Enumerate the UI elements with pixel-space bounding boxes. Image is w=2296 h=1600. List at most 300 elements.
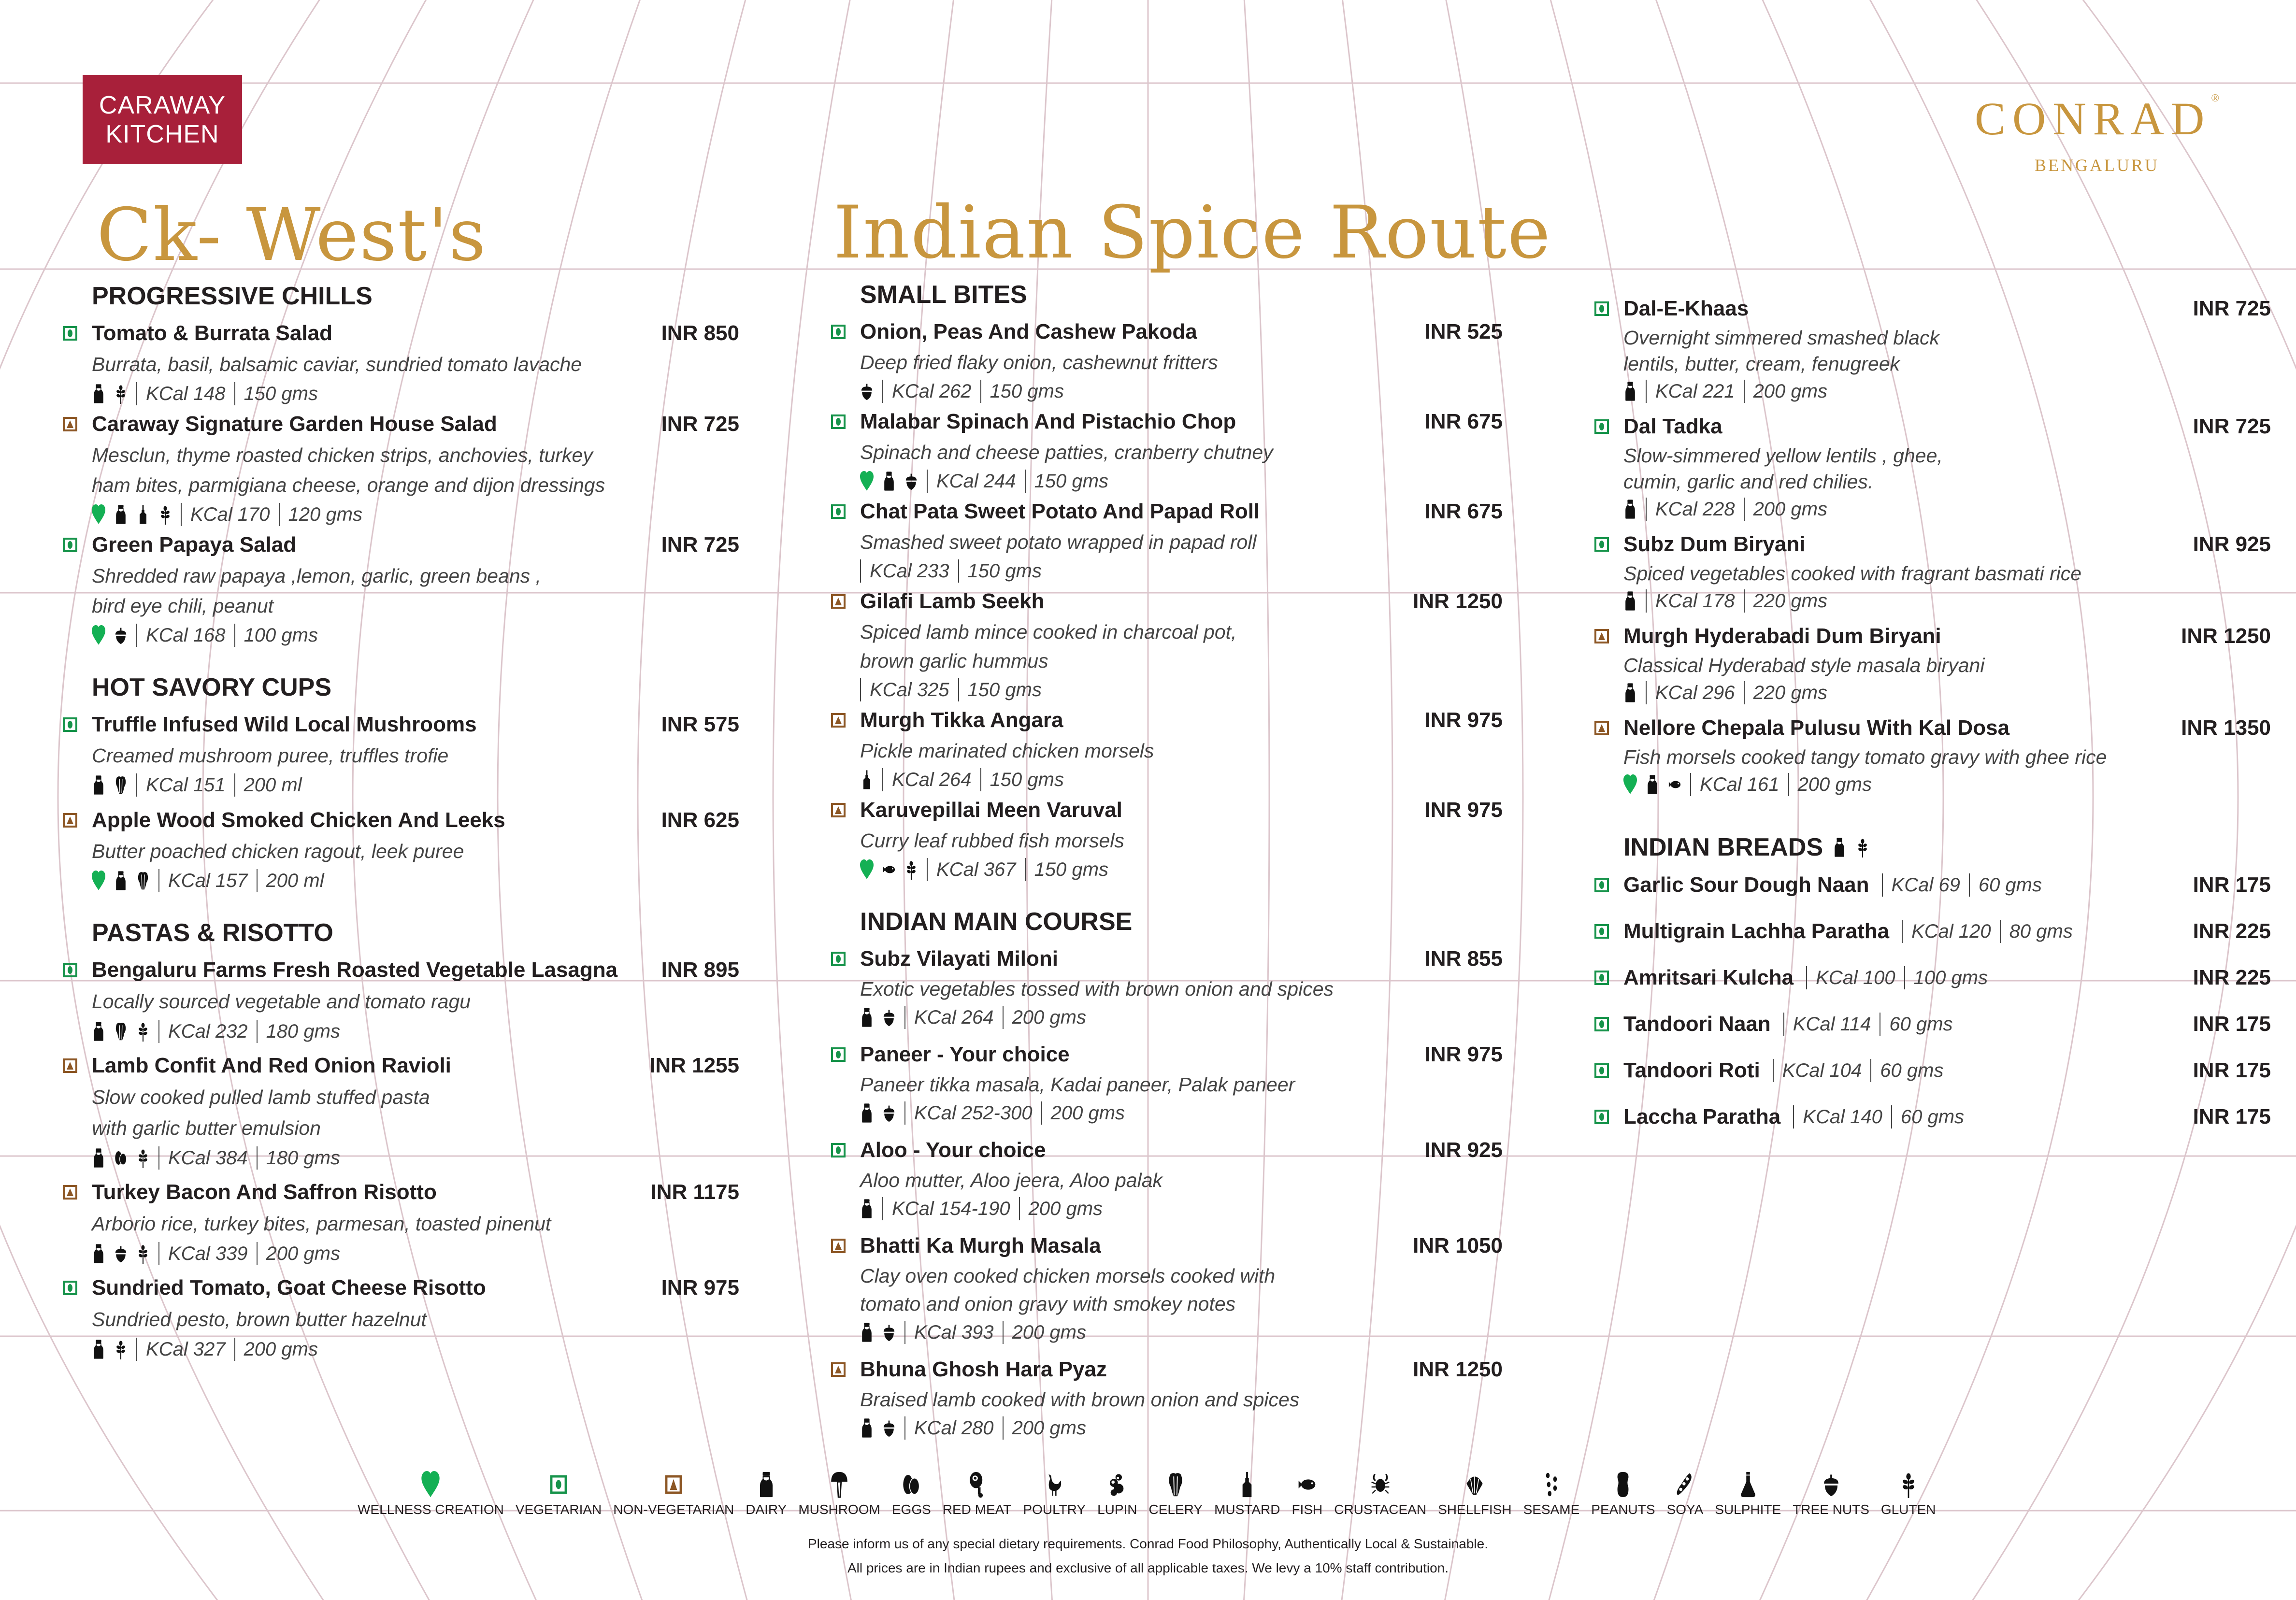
tree-nuts-icon <box>860 381 874 402</box>
menu-item-description: Overnight simmered smashed black <box>1623 327 1939 349</box>
menu-item[interactable] <box>92 804 739 895</box>
menu-item[interactable] <box>1623 411 2271 524</box>
menu-item-price: INR 975 <box>661 1276 739 1300</box>
vegetarian-icon <box>63 963 77 977</box>
menu-item[interactable] <box>1623 712 2271 799</box>
divider <box>1744 380 1745 403</box>
kcal-value: KCal 252-300 <box>914 1102 1033 1124</box>
menu-item-price: INR 1175 <box>650 1180 739 1204</box>
menu-item-price: INR 625 <box>661 808 739 832</box>
menu-item-header <box>1623 293 2271 325</box>
menu-item-name: Sundried Tomato, Goat Cheese Risotto <box>92 1276 486 1300</box>
section-title: INDIAN BREADS <box>1623 833 1823 861</box>
menu-item-nutrition <box>1623 586 2271 615</box>
vegetarian-icon <box>63 326 77 341</box>
menu-item-description: Classical Hyderabad style masala biryani <box>1623 654 1985 676</box>
section-title: HOT SAVORY CUPS <box>92 673 332 701</box>
menu-item-nutrition <box>860 377 1503 406</box>
kcal-value: KCal 104 <box>1782 1059 1862 1081</box>
menu-item-header <box>1623 712 2271 744</box>
menu-item-name: Subz Dum Biryani <box>1623 532 1806 556</box>
divider <box>136 624 137 647</box>
legend-label: PEANUTS <box>1591 1502 1655 1517</box>
divider <box>1891 1105 1892 1129</box>
dairy-icon <box>1646 774 1659 795</box>
menu-item-description: Slow-simmered yellow lentils , ghee, <box>1623 444 1943 467</box>
divider <box>904 1416 905 1440</box>
menu-item-header <box>92 954 739 986</box>
vegetarian-icon <box>1594 537 1609 552</box>
divider <box>234 1338 235 1361</box>
divider <box>882 380 883 403</box>
celery-icon <box>114 1021 128 1042</box>
vegetarian-icon <box>1594 301 1609 316</box>
menu-item-nutrition <box>860 765 1503 794</box>
divider <box>860 559 861 583</box>
wellness-icon <box>421 1471 440 1498</box>
divider <box>158 1146 159 1170</box>
vegetarian-icon <box>831 1047 846 1062</box>
non-vegetarian-icon <box>1594 721 1609 735</box>
divider <box>257 869 258 892</box>
mustard-icon <box>136 504 150 525</box>
vegetarian-icon <box>63 1281 77 1295</box>
menu-item-name: Gilafi Lamb Seekh <box>860 589 1045 613</box>
weight-value: 150 gms <box>1034 858 1108 880</box>
gluten-icon <box>904 859 918 880</box>
menu-item-header <box>92 709 739 741</box>
kcal-value: KCal 161 <box>1700 773 1779 795</box>
menu-item-header <box>92 1272 739 1304</box>
divider <box>234 624 235 647</box>
menu-item[interactable] <box>1623 529 2271 615</box>
legend-label: SESAME <box>1523 1502 1580 1517</box>
divider <box>1788 773 1789 796</box>
section-indian-breads <box>1623 833 2271 1140</box>
kcal-value: KCal 325 <box>870 679 949 700</box>
divider <box>158 1242 159 1265</box>
celery-icon <box>1166 1471 1185 1498</box>
mushroom-icon <box>830 1471 849 1498</box>
legend-item-dairy <box>746 1471 787 1517</box>
menu-item[interactable] <box>860 1230 1503 1347</box>
non-vegetarian-icon <box>831 803 846 817</box>
menu-item[interactable] <box>860 943 1503 1032</box>
kcal-value: KCal 327 <box>146 1338 226 1360</box>
menu-item-nutrition <box>1773 1059 1944 1082</box>
menu-item-price: INR 675 <box>1424 410 1503 433</box>
menu-item-header <box>92 1176 739 1208</box>
menu-item-header <box>92 529 739 561</box>
weight-value: 200 gms <box>1012 1417 1086 1439</box>
menu-item-price: INR 675 <box>1424 500 1503 523</box>
legend-label: SHELLFISH <box>1438 1502 1512 1517</box>
legend-item-sulphite <box>1715 1471 1781 1517</box>
legend-label: EGGS <box>891 1502 931 1517</box>
indian-menu-title: Indian Spice Route <box>833 191 1551 275</box>
menu-item[interactable] <box>860 496 1503 586</box>
menu-item-price: INR 850 <box>661 321 739 345</box>
dairy-icon <box>92 1243 105 1264</box>
tree-nuts-icon <box>882 1322 896 1343</box>
menu-item-description: Locally sourced vegetable and tomato ragu <box>92 990 471 1013</box>
menu-item-description: brown garlic hummus <box>860 650 1048 672</box>
nonveg-icon <box>664 1471 683 1498</box>
wellness-icon <box>92 625 105 646</box>
menu-item-price: INR 1050 <box>1413 1234 1503 1257</box>
divider <box>1902 920 1903 943</box>
divider <box>136 1338 137 1361</box>
divider <box>136 382 137 405</box>
gluten-icon <box>136 1021 150 1042</box>
menu-item[interactable] <box>1623 620 2271 707</box>
legend-item-tree-nuts <box>1793 1471 1869 1517</box>
divider <box>1744 681 1745 704</box>
menu-item-price: INR 975 <box>1424 708 1503 732</box>
menu-item-price: INR 1250 <box>1413 1357 1503 1381</box>
weight-value: 200 gms <box>1797 773 1872 795</box>
menu-item-nutrition <box>92 1335 739 1364</box>
kcal-value: KCal 296 <box>1655 682 1735 703</box>
menu-item[interactable] <box>92 1176 739 1268</box>
menu-item-header <box>860 794 1503 826</box>
menu-item-description: Aloo mutter, Aloo jeera, Aloo palak <box>860 1169 1162 1191</box>
weight-value: 220 gms <box>1753 590 1827 612</box>
menu-item-name: Onion, Peas And Cashew Pakoda <box>860 320 1197 343</box>
menu-item-nutrition <box>860 1414 1503 1443</box>
menu-item-description: Pickle marinated chicken morsels <box>860 740 1154 762</box>
menu-item-header <box>1623 411 2271 443</box>
menu-item-name: Chat Pata Sweet Potato And Papad Roll <box>860 500 1260 523</box>
kcal-value: KCal 264 <box>914 1006 994 1028</box>
vegetarian-icon <box>63 538 77 552</box>
divider <box>1041 1101 1042 1125</box>
menu-item-price: INR 725 <box>661 412 739 436</box>
kcal-value: KCal 170 <box>190 503 270 525</box>
menu-item-name: Bengaluru Farms Fresh Roasted Vegetable Lasagna <box>92 958 618 982</box>
divider <box>257 1242 258 1265</box>
menu-item-nutrition <box>1902 920 2073 943</box>
wellness-icon <box>860 471 874 492</box>
legend-item-poultry <box>1023 1471 1086 1517</box>
menu-item-nutrition <box>1783 1013 1953 1036</box>
dairy-icon <box>1623 381 1637 402</box>
legend-label: FISH <box>1292 1502 1323 1517</box>
section-small-bites <box>860 276 1503 884</box>
menu-item-name: Laccha Paratha <box>1623 1105 1781 1129</box>
hotel-name: CONRAD <box>1974 93 2211 144</box>
legend-label: DAIRY <box>746 1502 787 1517</box>
divider <box>1003 1321 1004 1344</box>
legend-label: RED MEAT <box>942 1502 1012 1517</box>
hotel-city: BENGALURU <box>2035 156 2159 175</box>
divider <box>1882 873 1883 897</box>
menu-item[interactable] <box>860 586 1503 704</box>
gluten-icon <box>114 1339 128 1360</box>
kcal-value: KCal 228 <box>1655 498 1735 520</box>
legend-item-red-meat <box>943 1471 1012 1517</box>
menu-item-name: Turkey Bacon And Saffron Risotto <box>92 1180 437 1204</box>
divider <box>158 869 159 892</box>
menu-item-nutrition <box>860 855 1503 884</box>
dairy-icon <box>882 471 896 492</box>
kcal-value: KCal 100 <box>1816 967 1895 988</box>
vegetarian-icon <box>1594 971 1609 985</box>
legend-label: NON-VEGETARIAN <box>613 1502 734 1517</box>
menu-item-price: INR 725 <box>2193 414 2271 438</box>
caraway-kitchen-logo <box>83 75 242 164</box>
menu-item[interactable] <box>92 317 739 408</box>
kcal-value: KCal 168 <box>146 624 226 646</box>
menu-item[interactable] <box>860 1134 1503 1223</box>
divider <box>1773 1059 1774 1082</box>
menu-item-price: INR 525 <box>1424 320 1503 343</box>
non-vegetarian-icon <box>831 1239 846 1253</box>
bread-item[interactable] <box>1623 955 2271 1001</box>
menu-item[interactable] <box>92 1050 739 1172</box>
menu-item-header <box>860 586 1503 617</box>
legend-label: SOYA <box>1666 1502 1704 1517</box>
divider <box>1003 1006 1004 1029</box>
dairy-icon <box>860 1322 874 1343</box>
weight-value: 200 ml <box>244 774 302 796</box>
divider <box>904 1006 905 1029</box>
weight-value: 220 gms <box>1753 682 1827 703</box>
menu-item-name: Paneer - Your choice <box>860 1043 1070 1066</box>
divider <box>1744 498 1745 521</box>
vegetarian-icon <box>1594 419 1609 434</box>
weight-value: 60 gms <box>1880 1059 1944 1081</box>
divider <box>1690 773 1691 796</box>
weight-value: 150 gms <box>244 383 318 404</box>
weight-value: 150 gms <box>990 769 1064 790</box>
menu-item-name: Aloo - Your choice <box>860 1138 1046 1162</box>
bread-item[interactable] <box>1623 1001 2271 1047</box>
divider <box>980 380 981 403</box>
tree-nuts-icon <box>882 1007 896 1028</box>
menu-item-name: Nellore Chepala Pulusu With Kal Dosa <box>1623 716 2010 740</box>
menu-item-nutrition <box>860 675 1503 704</box>
menu-item-nutrition <box>1623 770 2271 799</box>
menu-item-header <box>860 1354 1503 1386</box>
weight-value: 60 gms <box>1889 1013 1953 1035</box>
dairy-icon <box>92 1339 105 1360</box>
menu-item-name: Subz Vilayati Miloni <box>860 947 1058 971</box>
legend-item-soya <box>1667 1471 1704 1517</box>
legend-label: MUSTARD <box>1214 1502 1280 1517</box>
menu-item-name: Dal Tadka <box>1623 414 1722 438</box>
crustacean-icon <box>1371 1471 1390 1498</box>
divider <box>257 1020 258 1043</box>
menu-item-nutrition <box>92 1143 739 1172</box>
footer-dietary-note: Please inform us of any special dietary requirements. Conrad Food Philosophy, Authentically Local & Sustainable. <box>807 1536 1489 1551</box>
sulphite-icon <box>1738 1471 1758 1498</box>
divider <box>1744 589 1745 613</box>
section-main-course-cont <box>1623 293 2271 799</box>
menu-item-nutrition <box>860 1099 1503 1128</box>
divider <box>1646 589 1647 613</box>
menu-item-price: INR 175 <box>2193 1058 2271 1082</box>
legend-label: CELERY <box>1148 1502 1203 1517</box>
menu-item-name: Tandoori Roti <box>1623 1058 1760 1082</box>
menu-item-price: INR 1250 <box>2181 624 2271 648</box>
menu-item-name: Karuvepillai Meen Varuval <box>860 798 1122 822</box>
tree-nuts-icon <box>1822 1471 1841 1498</box>
menu-item-header <box>92 1050 739 1082</box>
dairy-icon <box>114 504 128 525</box>
legend-label: WELLNESS CREATION <box>358 1502 504 1517</box>
menu-item-price: INR 975 <box>1424 1043 1503 1066</box>
menu-item[interactable] <box>860 1354 1503 1443</box>
dairy-icon <box>860 1198 874 1219</box>
legend-item-mustard <box>1214 1471 1280 1517</box>
menu-item-description: Paneer tikka masala, Kadai paneer, Palak paneer <box>860 1073 1295 1096</box>
divider <box>980 768 981 791</box>
dairy-icon <box>92 1147 105 1169</box>
indian-column-continued <box>1590 290 2271 1140</box>
legend-item-fish <box>1292 1471 1322 1517</box>
weight-value: 200 gms <box>1012 1006 1086 1028</box>
kcal-value: KCal 233 <box>870 560 949 582</box>
weight-value: 150 gms <box>967 679 1042 700</box>
vegetarian-icon <box>1594 924 1609 939</box>
kcal-value: KCal 280 <box>914 1417 994 1439</box>
menu-item-name: Green Papaya Salad <box>92 533 297 557</box>
menu-item[interactable] <box>860 794 1503 884</box>
menu-item-nutrition <box>1623 678 2271 707</box>
legend-item-gluten <box>1881 1471 1936 1517</box>
tree-nuts-icon <box>904 471 918 492</box>
menu-item[interactable] <box>92 529 739 650</box>
section-progressive-chills <box>92 278 739 650</box>
divider <box>234 773 235 797</box>
divider <box>1646 498 1647 521</box>
weight-value: 60 gms <box>1900 1106 1965 1128</box>
menu-item-description: Slow cooked pulled lamb stuffed pasta <box>92 1086 430 1108</box>
kcal-value: KCal 367 <box>936 858 1016 880</box>
gluten-icon <box>114 383 128 404</box>
dairy-icon <box>860 1102 874 1124</box>
menu-item[interactable] <box>1623 293 2271 406</box>
menu-item-nutrition <box>860 557 1503 586</box>
legend-item-lupin <box>1097 1471 1137 1517</box>
wellness-icon <box>860 859 874 880</box>
menu-item[interactable] <box>92 709 739 800</box>
menu-item-name: Tandoori Naan <box>1623 1012 1771 1036</box>
weight-value: 200 gms <box>266 1243 340 1264</box>
weight-value: 200 gms <box>1012 1321 1086 1343</box>
menu-item-name: Multigrain Lachha Paratha <box>1623 919 1890 943</box>
menu-item[interactable] <box>92 1272 739 1364</box>
mustard-icon <box>1237 1471 1257 1498</box>
menu-item[interactable] <box>860 316 1503 406</box>
bread-item[interactable] <box>1623 862 2271 908</box>
dietary-legend <box>358 1471 1947 1517</box>
menu-item-description: Burrata, basil, balsamic caviar, sundried tomato lavache <box>92 353 582 375</box>
kcal-value: KCal 262 <box>892 380 972 402</box>
kcal-value: KCal 114 <box>1793 1013 1871 1035</box>
divider <box>904 1321 905 1344</box>
divider <box>234 382 235 405</box>
divider <box>257 1146 258 1170</box>
section-pastas-risotto <box>92 914 739 1364</box>
menu-item-price: INR 225 <box>2193 966 2271 989</box>
menu-item-name: Caraway Signature Garden House Salad <box>92 412 497 436</box>
menu-item-price: INR 925 <box>1424 1138 1503 1162</box>
menu-item[interactable] <box>92 408 739 529</box>
weight-value: 200 gms <box>244 1338 318 1360</box>
weight-value: 120 gms <box>288 503 362 525</box>
menu-item-nutrition <box>1793 1105 1964 1129</box>
menu-item-description: Spiced lamb mince cooked in charcoal pot, <box>860 621 1237 643</box>
menu-item-price: INR 225 <box>2193 919 2271 943</box>
menu-item-header <box>1623 529 2271 560</box>
menu-item-name: Malabar Spinach And Pistachio Chop <box>860 410 1236 433</box>
menu-item-header <box>1623 620 2271 652</box>
kcal-value: KCal 232 <box>168 1020 248 1042</box>
menu-item-name: Murgh Tikka Angara <box>860 708 1063 732</box>
menu-item-name: Dal-E-Khaas <box>1623 297 1749 320</box>
peanuts-icon <box>1613 1471 1633 1498</box>
legend-item-mushroom <box>798 1471 880 1517</box>
menu-item[interactable] <box>92 954 739 1046</box>
kcal-value: KCal 393 <box>914 1321 994 1343</box>
menu-item-header <box>860 496 1503 528</box>
menu-item-nutrition <box>92 379 739 408</box>
menu-item-price: INR 1255 <box>649 1054 739 1077</box>
dairy-icon <box>92 1021 105 1042</box>
menu-item-description: Spinach and cheese patties, cranberry chutney <box>860 441 1273 463</box>
menu-item[interactable] <box>860 704 1503 794</box>
menu-item-nutrition <box>92 621 739 650</box>
menu-item-description: cumin, garlic and red chilies. <box>1623 471 1874 493</box>
weight-value: 150 gms <box>990 380 1064 402</box>
menu-item-nutrition <box>1623 377 2271 406</box>
legend-label: SULPHITE <box>1715 1502 1781 1517</box>
menu-item[interactable] <box>860 1039 1503 1128</box>
menu-item-description: Butter poached chicken ragout, leek puree <box>92 840 464 862</box>
lupin-icon <box>1107 1471 1127 1498</box>
indian-column <box>826 276 1503 1443</box>
menu-item-nutrition <box>860 1003 1503 1032</box>
menu-item-nutrition <box>92 500 739 529</box>
menu-item-price: INR 1250 <box>1413 589 1503 613</box>
menu-item-description: Clay oven cooked chicken morsels cooked with <box>860 1265 1276 1287</box>
legend-item-crustacean <box>1334 1471 1426 1517</box>
menu-item-nutrition <box>860 1194 1503 1223</box>
menu-item-description: Creamed mushroom puree, truffles trofie <box>92 744 449 767</box>
legend-label: POULTRY <box>1023 1502 1086 1517</box>
wellness-icon <box>1623 774 1637 795</box>
bread-item[interactable] <box>1623 1094 2271 1140</box>
menu-item-nutrition <box>860 1318 1503 1347</box>
menu-item-name: Amritsari Kulcha <box>1623 966 1794 989</box>
non-vegetarian-icon <box>63 1058 77 1073</box>
kcal-value: KCal 151 <box>146 774 226 796</box>
non-vegetarian-icon <box>831 1362 846 1377</box>
eggs-icon <box>114 1147 128 1169</box>
weight-value: 100 gms <box>1913 967 1988 988</box>
section-title-row <box>1623 833 2271 862</box>
menu-item[interactable] <box>860 406 1503 496</box>
bread-item[interactable] <box>1623 1047 2271 1094</box>
divider <box>1969 873 1970 897</box>
menu-item-header <box>860 316 1503 348</box>
red-meat-icon <box>967 1471 987 1498</box>
menu-item-name: Murgh Hyderabadi Dum Biryani <box>1623 624 1941 648</box>
tree-nuts-icon <box>882 1102 896 1124</box>
bread-item[interactable] <box>1623 908 2271 955</box>
